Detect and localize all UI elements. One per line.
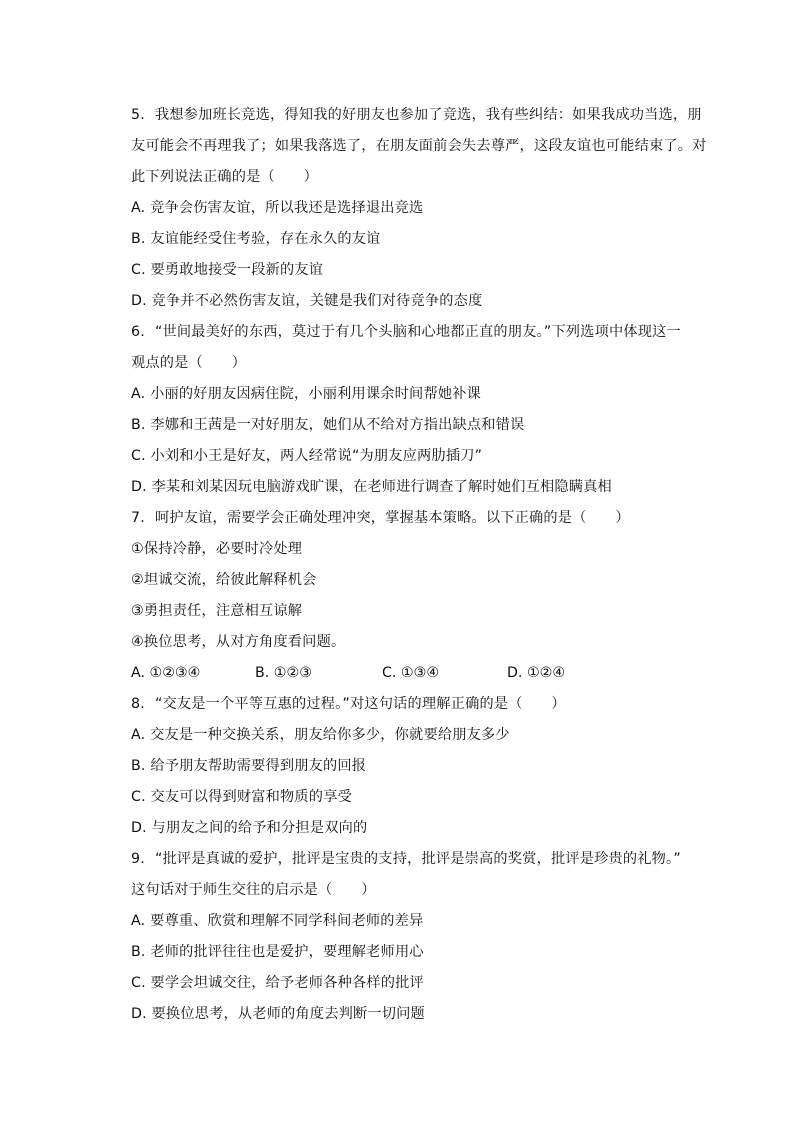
question-stem: [131, 317, 691, 379]
stem-line: 此下列说法正确的是（ ）: [131, 169, 319, 185]
question-number: 9.: [131, 851, 145, 867]
question-number: 7.: [131, 510, 145, 526]
question-stem: [131, 689, 691, 720]
option-c: C. 要勇敢地接受一段新的友谊: [131, 262, 324, 278]
stem-line: “世间最美好的东西，莫过于有几个头脑和心地都正直的朋友。”下列选项中体现这一: [154, 324, 681, 340]
question-5: [131, 100, 707, 317]
option-b: B. 给予朋友帮助需要得到朋友的回报: [131, 758, 367, 774]
option-c: C. 小刘和小王是好友，两人经常说“为朋友应两肋插刀”: [131, 448, 483, 464]
option-d: D. 李某和刘某因玩电脑游戏旷课，在老师进行调查了解时她们互相隐瞒真相: [131, 479, 612, 495]
question-7: [131, 503, 691, 689]
option-a: A. 交友是一种交换关系，朋友给你多少，你就要给朋友多少: [131, 727, 510, 743]
statement-1: ①保持冷静，必要时冷处理: [131, 541, 303, 557]
stem-line: 友可能会不再理我了；如果我落选了，在朋友面前会失去尊严，这段友谊也可能结束了。对: [131, 138, 707, 154]
stem-line: 我想参加班长竞选，得知我的好朋友也参加了竞选，我有些纠结：如果我成功当选，朋: [154, 107, 702, 123]
stem-line: 呵护友谊，需要学会正确处理冲突，掌握基本策略。以下正确的是（ ）: [154, 510, 630, 526]
question-stem: [131, 844, 691, 906]
option-b: B. 老师的批评往往也是爱护，要理解老师用心: [131, 944, 424, 960]
option-b: B. 李娜和王茜是一对好朋友，她们从不给对方指出缺点和错误: [131, 417, 525, 433]
stem-line: 观点的是（ ）: [131, 355, 247, 371]
option-d: D. 竞争并不必然伤害友谊，关键是我们对待竞争的态度: [131, 293, 483, 309]
option-b: B. ①②③: [255, 665, 312, 681]
question-stem: [131, 503, 691, 534]
option-d: D. 要换位思考，从老师的角度去判断一切问题: [131, 1006, 425, 1022]
question-number: 8.: [131, 696, 145, 712]
option-c: C. 交友可以得到财富和物质的享受: [131, 789, 352, 805]
option-c: C. ①③④: [382, 665, 440, 681]
option-b: B. 友谊能经受住考验，存在永久的友谊: [131, 231, 381, 247]
question-list: [131, 100, 707, 1030]
option-d: D. ①②④: [507, 665, 566, 681]
option-a: A. ①②③④: [131, 665, 201, 681]
question-number: 6.: [131, 324, 145, 340]
question-stem: [131, 100, 707, 193]
option-d: D. 与朋友之间的给予和分担是双向的: [131, 820, 368, 836]
stem-line: “批评是真诚的爱护，批评是宝贵的支持，批评是崇高的奖赏，批评是珍贵的礼物。”: [154, 851, 681, 867]
option-a: A. 小丽的好朋友因病住院，小丽利用课余时间帮她补课: [131, 386, 481, 402]
option-a: A. 要尊重、欣赏和理解不同学科间老师的差异: [131, 913, 424, 929]
statement-3: ③勇担责任，注意相互谅解: [131, 603, 303, 619]
question-number: 5.: [131, 107, 145, 123]
statement-2: ②坦诚交流，给彼此解释机会: [131, 572, 317, 588]
statement-4: ④换位思考，从对方角度看问题。: [131, 634, 346, 650]
option-c: C. 要学会坦诚交往，给予老师各种各样的批评: [131, 975, 424, 991]
inline-options: [131, 658, 691, 689]
question-9: [131, 844, 691, 1030]
question-8: [131, 689, 691, 844]
option-a: A. 竞争会伤害友谊，所以我还是选择退出竞选: [131, 200, 424, 216]
stem-line: “交友是一个平等互惠的过程。”对这句话的理解正确的是（ ）: [154, 696, 566, 712]
question-6: [131, 317, 691, 503]
stem-line: 这句话对于师生交往的启示是（ ）: [131, 882, 376, 898]
